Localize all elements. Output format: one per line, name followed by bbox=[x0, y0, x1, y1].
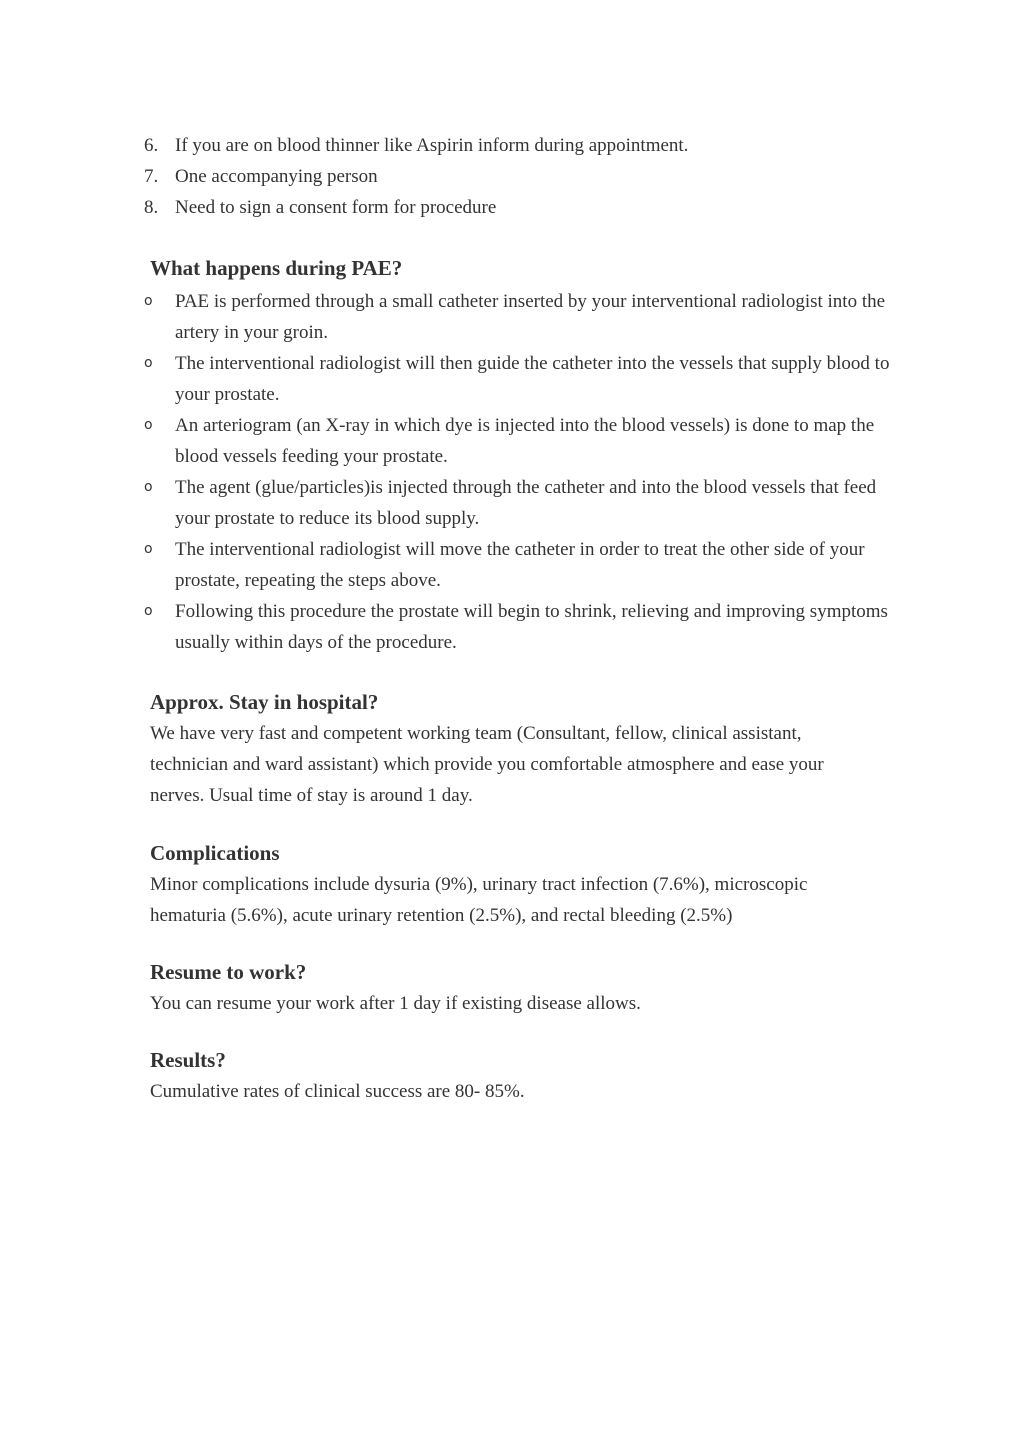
item-text: An arteriogram (an X-ray in which dye is injected into the blood vessels) is done to map the blood vessels feeding your prostate. bbox=[175, 415, 875, 467]
bullet-icon: o bbox=[144, 355, 153, 371]
list-item bbox=[144, 472, 914, 534]
item-text: PAE is performed through a small catheter inserted by your interventional radiologist into the artery in your groin. bbox=[175, 291, 886, 343]
item-text: The interventional radiologist will then guide the catheter into the vessels that supply blood to your prostate. bbox=[175, 353, 890, 405]
stay-section bbox=[150, 688, 910, 811]
resume-section bbox=[150, 958, 910, 1019]
item-text: If you are on blood thinner like Aspirin inform during appointment. bbox=[175, 135, 689, 156]
results-text: Cumulative rates of clinical success are 80- 85%. bbox=[150, 1081, 525, 1102]
stay-heading: Approx. Stay in hospital? bbox=[150, 690, 379, 714]
item-text: The agent (glue/particles)is injected through the catheter and into the blood vessels that feed your prostate to reduce its blood supply. bbox=[175, 477, 877, 529]
list-item bbox=[144, 286, 914, 348]
list-item bbox=[144, 348, 914, 410]
resume-text: You can resume your work after 1 day if existing disease allows. bbox=[150, 993, 641, 1014]
list-item bbox=[144, 161, 904, 192]
list-item bbox=[144, 130, 904, 161]
stay-text: We have very fast and competent working team (Consultant, fellow, clinical assistant, technician and ward assistant) which provide you comfortable atmosphere and ease your nerves. Usual time of stay is around 1 day. bbox=[150, 723, 824, 806]
pae-heading: What happens during PAE? bbox=[150, 256, 403, 280]
results-section bbox=[150, 1046, 910, 1107]
item-number: 7. bbox=[144, 166, 159, 187]
item-text: Following this procedure the prostate will begin to shrink, relieving and improving symptoms usually within days of the procedure. bbox=[175, 601, 888, 653]
item-text: Need to sign a consent form for procedure bbox=[175, 197, 497, 218]
list-item bbox=[144, 410, 914, 472]
bullet-icon: o bbox=[144, 293, 153, 309]
list-item bbox=[144, 534, 914, 596]
results-heading: Results? bbox=[150, 1048, 226, 1072]
pae-section bbox=[150, 254, 910, 282]
resume-heading: Resume to work? bbox=[150, 960, 307, 984]
complications-heading: Complications bbox=[150, 841, 280, 865]
complications-section bbox=[150, 839, 910, 931]
complications-text: Minor complications include dysuria (9%), urinary tract infection (7.6%), microscopic hematuria (5.6%), acute urinary retention (2.5%), and rectal bleeding (2.5%) bbox=[150, 874, 808, 926]
item-number: 6. bbox=[144, 135, 159, 156]
list-item bbox=[144, 192, 904, 223]
pae-bullet-list bbox=[144, 286, 914, 658]
item-number: 8. bbox=[144, 197, 159, 218]
bullet-icon: o bbox=[144, 541, 153, 557]
list-item bbox=[144, 596, 914, 658]
bullet-icon: o bbox=[144, 479, 153, 495]
bullet-icon: o bbox=[144, 417, 153, 433]
item-text: One accompanying person bbox=[175, 166, 378, 187]
numbered-list bbox=[144, 130, 904, 223]
bullet-icon: o bbox=[144, 603, 153, 619]
item-text: The interventional radiologist will move the catheter in order to treat the other side of your prostate, repeating the steps above. bbox=[175, 539, 865, 591]
